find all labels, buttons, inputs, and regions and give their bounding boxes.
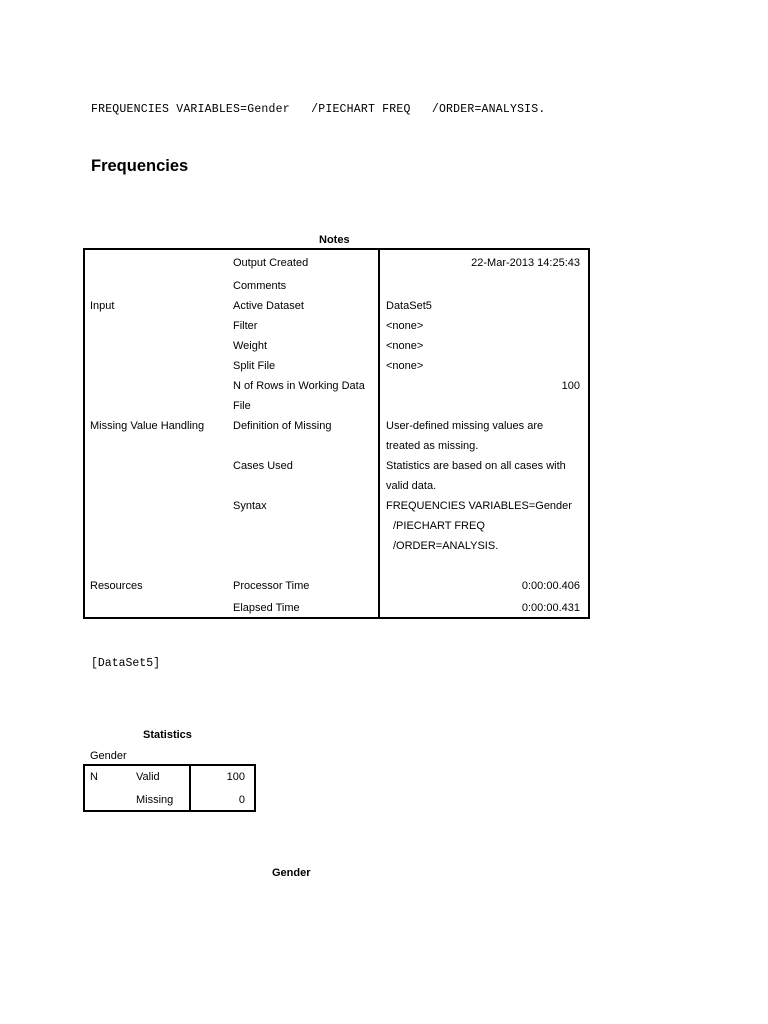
notes-value: 22-Mar-2013 14:25:43: [471, 257, 580, 269]
notes-table-divider: [378, 248, 380, 619]
notes-value: <none>: [386, 340, 424, 352]
statistics-value: 100: [226, 771, 245, 783]
notes-table: [83, 248, 588, 617]
page-title: Frequencies: [91, 157, 189, 175]
syntax-command: FREQUENCIES VARIABLES=Gender /PIECHART FREQ /ORDER=ANALYSIS.: [91, 103, 546, 116]
notes-value: DataSet5: [386, 300, 432, 312]
notes-label: N of Rows in Working Data: [233, 380, 365, 392]
notes-label: Split File: [233, 360, 276, 372]
notes-label: Output Created: [233, 257, 309, 269]
notes-caption: Notes: [319, 234, 350, 246]
notes-label: Syntax: [233, 500, 267, 512]
statistics-row-group: N: [90, 771, 98, 783]
statistics-label: Valid: [136, 771, 160, 783]
notes-value: User-defined missing values are: [386, 420, 544, 432]
notes-value: Statistics are based on all cases with: [386, 460, 566, 472]
notes-label: Processor Time: [233, 580, 310, 592]
statistics-label: Missing: [136, 794, 174, 806]
notes-label: Weight: [233, 340, 268, 352]
notes-table-border: [83, 248, 590, 619]
notes-group-label: Missing Value Handling: [90, 420, 205, 432]
statistics-table-divider: [189, 764, 191, 812]
notes-label: File: [233, 400, 251, 412]
notes-group-label: Resources: [90, 580, 143, 592]
notes-label: Comments: [233, 280, 287, 292]
notes-label: Definition of Missing: [233, 420, 332, 432]
notes-value: <none>: [386, 360, 424, 372]
notes-value: /PIECHART FREQ: [393, 520, 485, 532]
statistics-value: 0: [238, 794, 245, 806]
statistics-table: [83, 764, 254, 810]
statistics-variable: Gender: [90, 750, 127, 762]
notes-value: FREQUENCIES VARIABLES=Gender: [386, 500, 572, 512]
notes-value: <none>: [386, 320, 424, 332]
notes-value: /ORDER=ANALYSIS.: [393, 540, 499, 552]
statistics-caption: Statistics: [143, 729, 192, 741]
notes-label: Elapsed Time: [233, 602, 300, 614]
notes-value: 100: [561, 380, 580, 392]
notes-group-label: Input: [90, 300, 115, 312]
notes-value: 0:00:00.431: [521, 602, 580, 614]
dataset-tag: [DataSet5]: [91, 657, 161, 670]
gender-caption: Gender: [272, 867, 311, 879]
notes-value: 0:00:00.406: [521, 580, 580, 592]
notes-value: treated as missing.: [386, 440, 479, 452]
notes-label: Filter: [233, 320, 258, 332]
notes-value: valid data.: [386, 480, 437, 492]
notes-label: Active Dataset: [233, 300, 304, 312]
notes-label: Cases Used: [233, 460, 293, 472]
